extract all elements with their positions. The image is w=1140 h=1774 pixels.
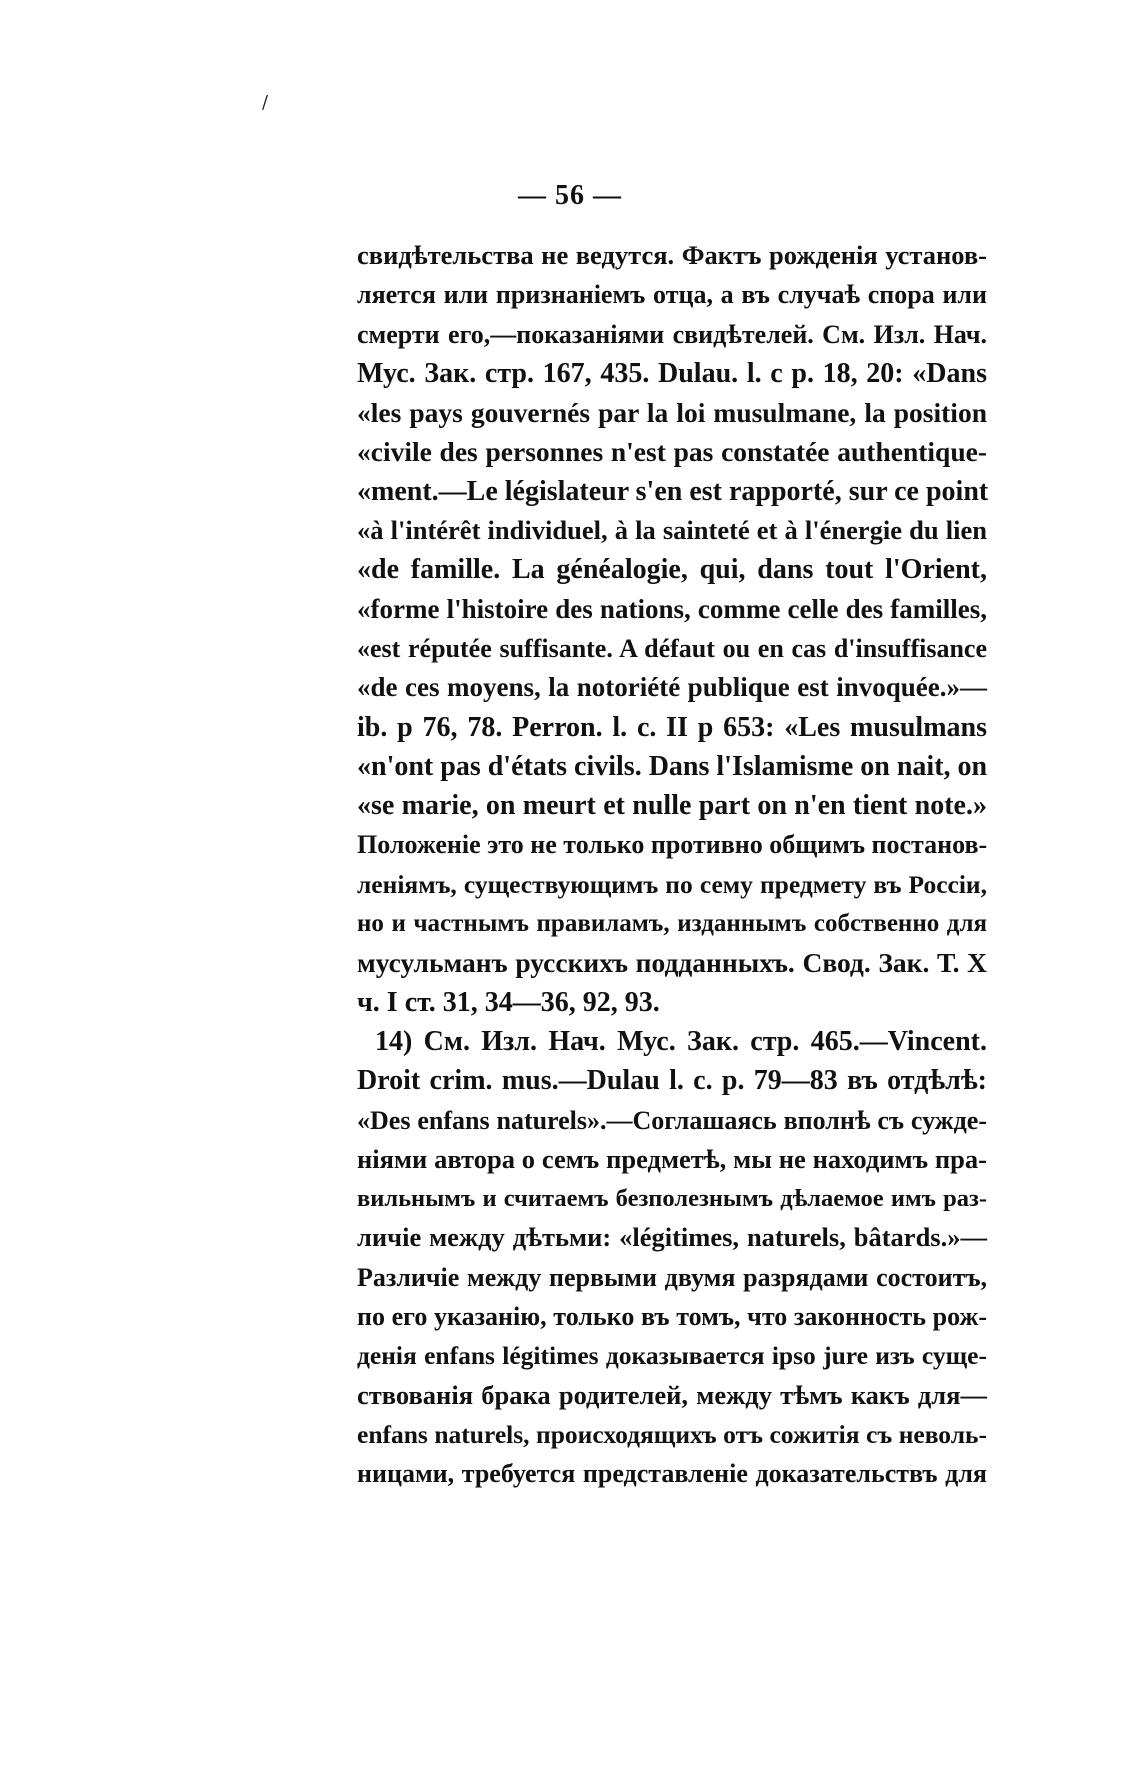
text-line: «de famille. La généalogie, qui, dans tout l'Orient, — [357, 554, 987, 586]
text-line: enfans naturels, происходящихъ отъ сожитія съ неволь- — [357, 1419, 987, 1449]
text-line: «civile des personnes n'est pas constatée authentique- — [357, 436, 987, 468]
text-line: «se marie, on meurt et nulle part on n'en tient note.» — [357, 790, 987, 822]
text-line: мусульманъ русскихъ подданныхъ. Свод. Зак. Т. X — [357, 947, 987, 979]
text-line: ляется или признаніемъ отца, а въ случаѣ спора или — [357, 280, 987, 310]
text-line: личіе между дѣтьми: «légitimes, naturels, bâtards.»— — [357, 1222, 987, 1253]
text-line: «forme l'histoire des nations, comme celle des familles, — [357, 593, 987, 624]
text-line: смерти его,—показаніями свидѣтелей. См. Изл. Нач. — [357, 319, 987, 349]
text-line: «est réputée suffisante. A défaut ou en cas d'insuffisance — [357, 633, 987, 663]
stray-mark: / — [262, 92, 269, 113]
text-line: по его указанію, только въ томъ, что законность рож- — [357, 1302, 987, 1332]
text-line: ч. I ст. 31, 34—36, 92, 93. — [357, 986, 660, 1018]
text-line: леніямъ, существующимъ по сему предмету въ Россіи, — [357, 869, 987, 899]
text-line: денія enfans légitimes доказывается ipso jure изъ суще- — [357, 1341, 987, 1371]
text-line: Положеніе это не только противно общимъ постанов- — [357, 830, 988, 860]
text-line: ib. p 76, 78. Perron. l. c. II p 653: «Les musulmans — [357, 711, 987, 743]
text-line: свидѣтельства не ведутся. Фактъ рожденія установ- — [357, 240, 987, 270]
text-line: «de ces moyens, la notoriété publique est invoquée.»— — [357, 672, 987, 703]
text-line: вильнымъ и считаемъ безполезнымъ дѣлаемое имъ раз- — [357, 1185, 987, 1213]
text-line: но и частнымъ правиламъ, изданнымъ собственно для — [357, 910, 987, 938]
text-line: «les pays gouvernés par la loi musulmane, la position — [357, 397, 987, 429]
text-line: Droit crim. mus.—Dulau l. c. p. 79—83 въ отдѣлѣ: — [357, 1065, 987, 1097]
text-line: ствованія брака родителей, между тѣмъ какъ для— — [357, 1379, 987, 1410]
body-text — [357, 236, 987, 1494]
text-line: ніями автора о семъ предметѣ, мы не находимъ пра- — [357, 1143, 987, 1174]
text-line: 14) См. Изл. Нач. Мус. Зак. стр. 465.—Vincent. — [375, 1025, 987, 1057]
text-line: Мус. Зак. стр. 167, 435. Dulau. l. c p. 18, 20: «Dans — [357, 357, 987, 389]
text-line: «ment.—Le législateur s'en est rapporté, sur ce point — [357, 475, 989, 507]
text-line: Различіе между первыми двумя разрядами состоитъ, — [357, 1262, 987, 1292]
text-line: ницами, требуется представленіе доказательствъ для — [357, 1459, 987, 1489]
text-line: «Des enfans naturels».—Соглашаясь вполнѣ съ сужде- — [357, 1105, 987, 1135]
text-line: «n'ont pas d'états civils. Dans l'Islamisme on nait, on — [357, 750, 988, 782]
page-number: — 56 — — [518, 180, 622, 211]
text-line: «à l'intérêt individuel, à la sainteté et à l'énergie du lien — [357, 515, 987, 546]
